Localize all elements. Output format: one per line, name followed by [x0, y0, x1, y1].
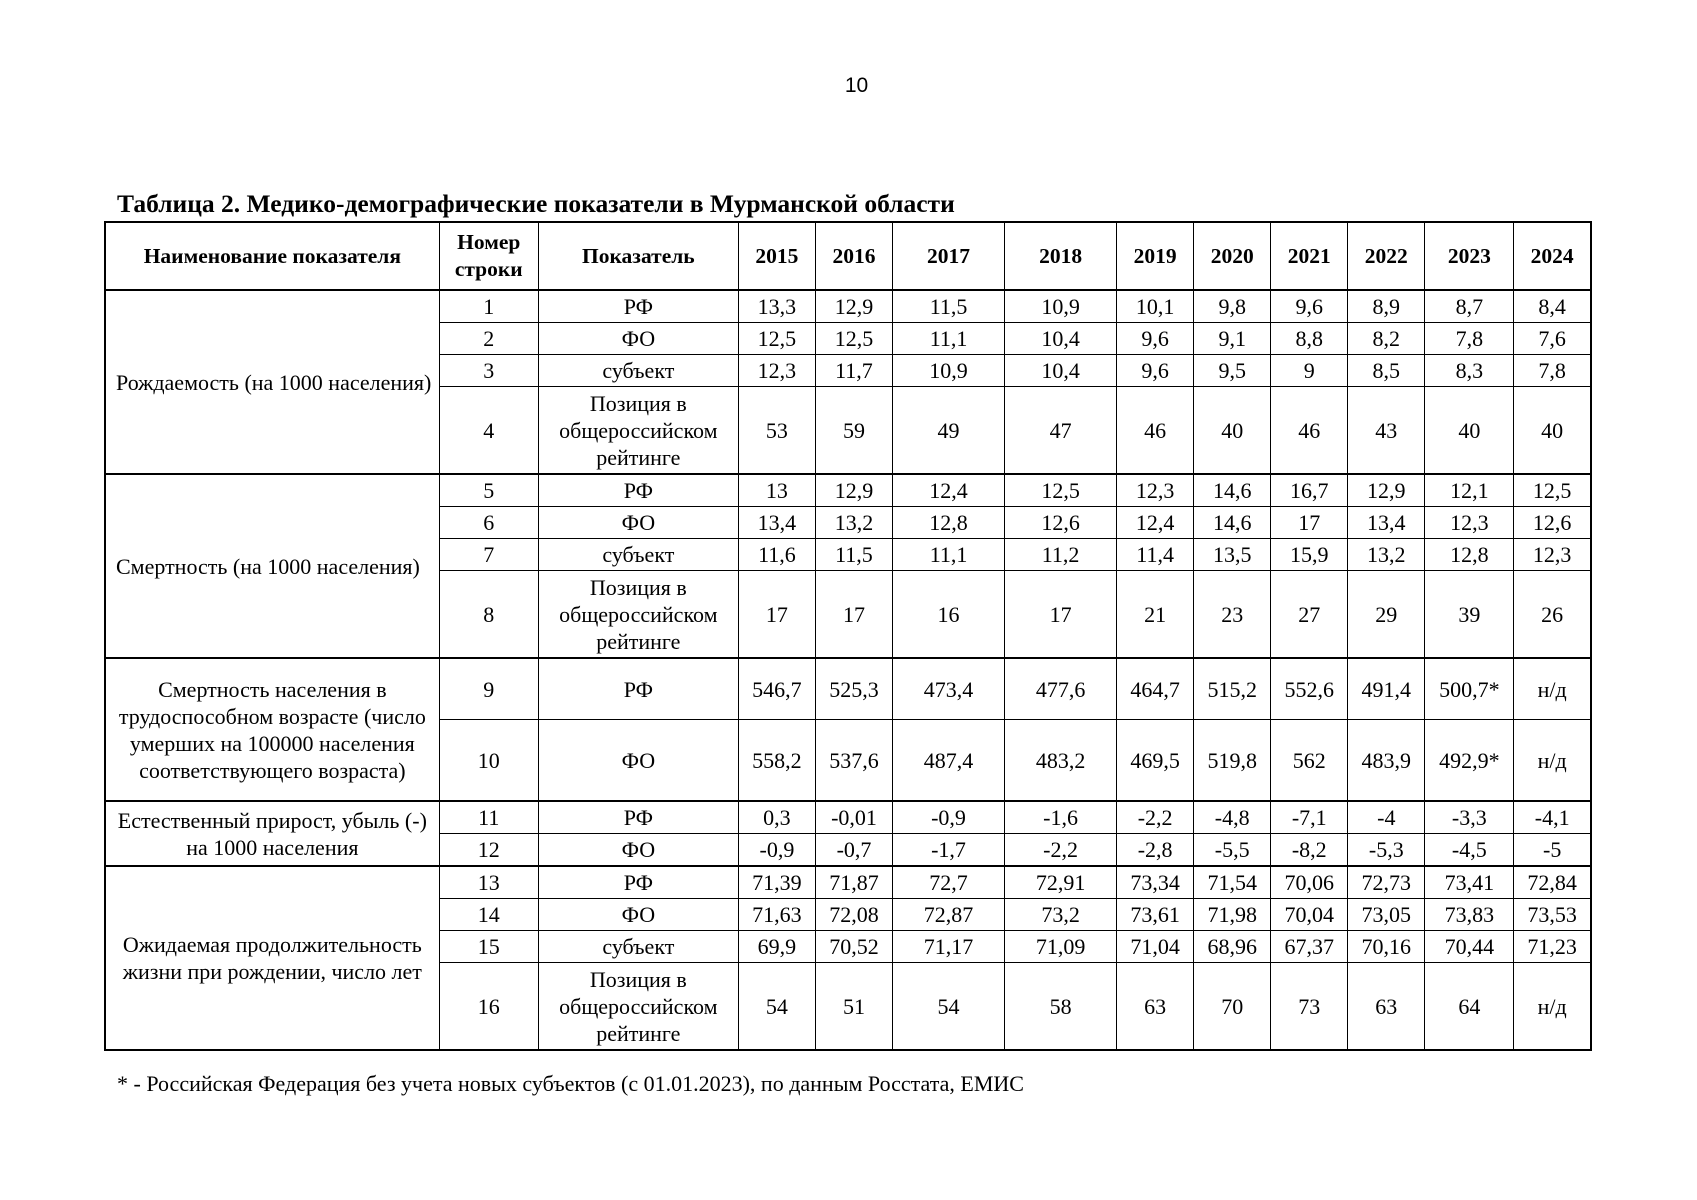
- value-cell: 10,4: [1005, 355, 1117, 387]
- value-cell: 73,34: [1117, 866, 1194, 899]
- value-cell: -2,2: [1117, 801, 1194, 834]
- value-cell: 71,54: [1194, 866, 1271, 899]
- group-name: Естественный прирост, убыль (-) на 1000 населения: [105, 801, 439, 866]
- value-cell: 8,5: [1348, 355, 1425, 387]
- row-indicator: ФО: [538, 720, 738, 802]
- page-number: 10: [844, 74, 869, 97]
- value-cell: 68,96: [1194, 931, 1271, 963]
- value-cell: 519,8: [1194, 720, 1271, 802]
- row-number: 1: [439, 290, 538, 323]
- value-cell: -0,01: [815, 801, 892, 834]
- value-cell: 13,2: [1348, 539, 1425, 571]
- value-cell: 70,52: [815, 931, 892, 963]
- value-cell: -0,9: [893, 801, 1005, 834]
- row-number: 8: [439, 571, 538, 659]
- value-cell: -5,5: [1194, 834, 1271, 867]
- value-cell: -4,5: [1425, 834, 1514, 867]
- row-number: 3: [439, 355, 538, 387]
- row-number: 4: [439, 387, 538, 475]
- value-cell: 11,5: [893, 290, 1005, 323]
- header-year: 2016: [815, 222, 892, 290]
- value-cell: 546,7: [738, 658, 815, 720]
- row-indicator: субъект: [538, 539, 738, 571]
- row-indicator: ФО: [538, 899, 738, 931]
- table-row: [105, 801, 1591, 834]
- value-cell: 71,09: [1005, 931, 1117, 963]
- value-cell: 12,9: [815, 290, 892, 323]
- header-year: 2018: [1005, 222, 1117, 290]
- group-natural-increase: [105, 801, 1591, 866]
- row-indicator: РФ: [538, 290, 738, 323]
- value-cell: -4,1: [1514, 801, 1591, 834]
- value-cell: 13,2: [815, 507, 892, 539]
- value-cell: 483,2: [1005, 720, 1117, 802]
- value-cell: 14,6: [1194, 507, 1271, 539]
- value-cell: 72,84: [1514, 866, 1591, 899]
- value-cell: 12,3: [738, 355, 815, 387]
- value-cell: 9,6: [1117, 323, 1194, 355]
- value-cell: 11,4: [1117, 539, 1194, 571]
- value-cell: 47: [1005, 387, 1117, 475]
- value-cell: 27: [1271, 571, 1348, 659]
- group-name: Рождаемость (на 1000 населения): [105, 290, 439, 474]
- row-number: 6: [439, 507, 538, 539]
- value-cell: -3,3: [1425, 801, 1514, 834]
- value-cell: 515,2: [1194, 658, 1271, 720]
- row-indicator: субъект: [538, 931, 738, 963]
- value-cell: 49: [893, 387, 1005, 475]
- row-indicator: ФО: [538, 323, 738, 355]
- value-cell: 58: [1005, 963, 1117, 1051]
- value-cell: 16,7: [1271, 474, 1348, 507]
- value-cell: -0,9: [738, 834, 815, 867]
- value-cell: -5: [1514, 834, 1591, 867]
- value-cell: 8,9: [1348, 290, 1425, 323]
- value-cell: 23: [1194, 571, 1271, 659]
- value-cell: -2,2: [1005, 834, 1117, 867]
- value-cell: 54: [893, 963, 1005, 1051]
- value-cell: 71,17: [893, 931, 1005, 963]
- value-cell: 17: [1005, 571, 1117, 659]
- row-number: 10: [439, 720, 538, 802]
- value-cell: 537,6: [815, 720, 892, 802]
- row-number: 9: [439, 658, 538, 720]
- header-year: 2020: [1194, 222, 1271, 290]
- value-cell: 73,61: [1117, 899, 1194, 931]
- value-cell: 72,7: [893, 866, 1005, 899]
- row-number: 14: [439, 899, 538, 931]
- value-cell: 54: [738, 963, 815, 1051]
- value-cell: 17: [738, 571, 815, 659]
- row-indicator: Позиция в общероссийском рейтинге: [538, 963, 738, 1051]
- table-row: [105, 474, 1591, 507]
- value-cell: 39: [1425, 571, 1514, 659]
- group-name: Ожидаемая продолжительность жизни при рождении, число лет: [105, 866, 439, 1050]
- value-cell: 464,7: [1117, 658, 1194, 720]
- value-cell: 71,98: [1194, 899, 1271, 931]
- row-number: 15: [439, 931, 538, 963]
- value-cell: н/д: [1514, 963, 1591, 1051]
- value-cell: 12,5: [815, 323, 892, 355]
- value-cell: 562: [1271, 720, 1348, 802]
- value-cell: 73,83: [1425, 899, 1514, 931]
- row-indicator: Позиция в общероссийском рейтинге: [538, 387, 738, 475]
- header-year: 2021: [1271, 222, 1348, 290]
- value-cell: 8,3: [1425, 355, 1514, 387]
- value-cell: 8,7: [1425, 290, 1514, 323]
- demographics-table: [104, 221, 1592, 1051]
- value-cell: 11,1: [893, 539, 1005, 571]
- value-cell: 14,6: [1194, 474, 1271, 507]
- value-cell: 9,6: [1271, 290, 1348, 323]
- value-cell: 552,6: [1271, 658, 1348, 720]
- header-year: 2019: [1117, 222, 1194, 290]
- value-cell: 67,37: [1271, 931, 1348, 963]
- table-row: [105, 658, 1591, 720]
- value-cell: 12,1: [1425, 474, 1514, 507]
- row-number: 11: [439, 801, 538, 834]
- value-cell: 9,5: [1194, 355, 1271, 387]
- value-cell: -8,2: [1271, 834, 1348, 867]
- value-cell: 12,8: [1425, 539, 1514, 571]
- value-cell: 12,3: [1514, 539, 1591, 571]
- value-cell: н/д: [1514, 658, 1591, 720]
- value-cell: 51: [815, 963, 892, 1051]
- value-cell: 9,8: [1194, 290, 1271, 323]
- group-life-expectancy: [105, 866, 1591, 1050]
- value-cell: 13,4: [1348, 507, 1425, 539]
- group-birth-rate: [105, 290, 1591, 474]
- value-cell: 525,3: [815, 658, 892, 720]
- value-cell: 12,5: [1005, 474, 1117, 507]
- value-cell: 500,7*: [1425, 658, 1514, 720]
- group-name: Смертность (на 1000 населения): [105, 474, 439, 658]
- value-cell: 71,23: [1514, 931, 1591, 963]
- value-cell: 73,53: [1514, 899, 1591, 931]
- value-cell: -1,6: [1005, 801, 1117, 834]
- header-year: 2024: [1514, 222, 1591, 290]
- value-cell: 0,3: [738, 801, 815, 834]
- value-cell: 483,9: [1348, 720, 1425, 802]
- row-number: 13: [439, 866, 538, 899]
- value-cell: 63: [1348, 963, 1425, 1051]
- value-cell: 46: [1117, 387, 1194, 475]
- value-cell: 11,1: [893, 323, 1005, 355]
- value-cell: н/д: [1514, 720, 1591, 802]
- value-cell: 71,63: [738, 899, 815, 931]
- value-cell: -2,8: [1117, 834, 1194, 867]
- row-indicator: РФ: [538, 801, 738, 834]
- value-cell: -5,3: [1348, 834, 1425, 867]
- value-cell: 12,6: [1005, 507, 1117, 539]
- row-indicator: субъект: [538, 355, 738, 387]
- value-cell: 9: [1271, 355, 1348, 387]
- value-cell: 8,4: [1514, 290, 1591, 323]
- value-cell: 70,06: [1271, 866, 1348, 899]
- value-cell: -1,7: [893, 834, 1005, 867]
- table-title: Таблица 2. Медико-демографические показатели в Мурманской области: [117, 189, 955, 218]
- value-cell: 73: [1271, 963, 1348, 1051]
- value-cell: 73,41: [1425, 866, 1514, 899]
- value-cell: 491,4: [1348, 658, 1425, 720]
- value-cell: 43: [1348, 387, 1425, 475]
- row-indicator: РФ: [538, 474, 738, 507]
- value-cell: 13,4: [738, 507, 815, 539]
- value-cell: 12,5: [738, 323, 815, 355]
- row-number: 16: [439, 963, 538, 1051]
- value-cell: 72,08: [815, 899, 892, 931]
- value-cell: 40: [1194, 387, 1271, 475]
- value-cell: 7,8: [1514, 355, 1591, 387]
- group-mortality: [105, 474, 1591, 658]
- value-cell: 70,16: [1348, 931, 1425, 963]
- value-cell: 477,6: [1005, 658, 1117, 720]
- value-cell: 73,05: [1348, 899, 1425, 931]
- header-row-number: Номер строки: [439, 222, 538, 290]
- value-cell: 487,4: [893, 720, 1005, 802]
- value-cell: 46: [1271, 387, 1348, 475]
- value-cell: 72,73: [1348, 866, 1425, 899]
- row-number: 7: [439, 539, 538, 571]
- value-cell: 40: [1514, 387, 1591, 475]
- value-cell: 12,6: [1514, 507, 1591, 539]
- value-cell: 70: [1194, 963, 1271, 1051]
- value-cell: 17: [1271, 507, 1348, 539]
- row-number: 5: [439, 474, 538, 507]
- value-cell: 12,3: [1425, 507, 1514, 539]
- value-cell: 15,9: [1271, 539, 1348, 571]
- value-cell: 11,6: [738, 539, 815, 571]
- value-cell: 469,5: [1117, 720, 1194, 802]
- value-cell: 59: [815, 387, 892, 475]
- value-cell: 10,4: [1005, 323, 1117, 355]
- value-cell: 21: [1117, 571, 1194, 659]
- table-row: [105, 290, 1591, 323]
- value-cell: -4: [1348, 801, 1425, 834]
- row-indicator: РФ: [538, 866, 738, 899]
- value-cell: 8,2: [1348, 323, 1425, 355]
- value-cell: 10,1: [1117, 290, 1194, 323]
- value-cell: 492,9*: [1425, 720, 1514, 802]
- header-year: 2022: [1348, 222, 1425, 290]
- value-cell: 16: [893, 571, 1005, 659]
- value-cell: 40: [1425, 387, 1514, 475]
- header-year: 2017: [893, 222, 1005, 290]
- value-cell: 10,9: [1005, 290, 1117, 323]
- value-cell: 12,8: [893, 507, 1005, 539]
- row-indicator: ФО: [538, 507, 738, 539]
- value-cell: 72,87: [893, 899, 1005, 931]
- value-cell: 8,8: [1271, 323, 1348, 355]
- group-name: Смертность населения в трудоспособном возрасте (число умерших на 100000 населения соответствующего возраста): [105, 658, 439, 801]
- value-cell: 13: [738, 474, 815, 507]
- row-indicator: ФО: [538, 834, 738, 867]
- value-cell: 70,44: [1425, 931, 1514, 963]
- value-cell: 12,5: [1514, 474, 1591, 507]
- value-cell: 12,9: [815, 474, 892, 507]
- row-indicator: Позиция в общероссийском рейтинге: [538, 571, 738, 659]
- value-cell: 13,3: [738, 290, 815, 323]
- value-cell: 17: [815, 571, 892, 659]
- table-header-row: [105, 222, 1591, 290]
- value-cell: 71,39: [738, 866, 815, 899]
- value-cell: 53: [738, 387, 815, 475]
- value-cell: 71,87: [815, 866, 892, 899]
- value-cell: 12,9: [1348, 474, 1425, 507]
- value-cell: 558,2: [738, 720, 815, 802]
- value-cell: 64: [1425, 963, 1514, 1051]
- value-cell: 29: [1348, 571, 1425, 659]
- value-cell: 9,1: [1194, 323, 1271, 355]
- value-cell: 12,3: [1117, 474, 1194, 507]
- footnote: * - Российская Федерация без учета новых субъектов (с 01.01.2023), по данным Росстата, ЕМИС: [117, 1071, 1024, 1096]
- value-cell: 63: [1117, 963, 1194, 1051]
- value-cell: 7,6: [1514, 323, 1591, 355]
- row-number: 12: [439, 834, 538, 867]
- table-row: [105, 866, 1591, 899]
- header-name: Наименование показателя: [105, 222, 439, 290]
- value-cell: 70,04: [1271, 899, 1348, 931]
- value-cell: 10,9: [893, 355, 1005, 387]
- row-indicator: РФ: [538, 658, 738, 720]
- value-cell: 12,4: [893, 474, 1005, 507]
- value-cell: 26: [1514, 571, 1591, 659]
- header-year: 2015: [738, 222, 815, 290]
- value-cell: -4,8: [1194, 801, 1271, 834]
- header-year: 2023: [1425, 222, 1514, 290]
- value-cell: -7,1: [1271, 801, 1348, 834]
- value-cell: 72,91: [1005, 866, 1117, 899]
- value-cell: 11,7: [815, 355, 892, 387]
- value-cell: 13,5: [1194, 539, 1271, 571]
- value-cell: 71,04: [1117, 931, 1194, 963]
- value-cell: 73,2: [1005, 899, 1117, 931]
- value-cell: 11,2: [1005, 539, 1117, 571]
- group-working-age-mortality: [105, 658, 1591, 801]
- value-cell: 473,4: [893, 658, 1005, 720]
- header-indicator: Показатель: [538, 222, 738, 290]
- value-cell: 69,9: [738, 931, 815, 963]
- value-cell: 9,6: [1117, 355, 1194, 387]
- value-cell: 7,8: [1425, 323, 1514, 355]
- value-cell: 11,5: [815, 539, 892, 571]
- value-cell: 12,4: [1117, 507, 1194, 539]
- value-cell: -0,7: [815, 834, 892, 867]
- row-number: 2: [439, 323, 538, 355]
